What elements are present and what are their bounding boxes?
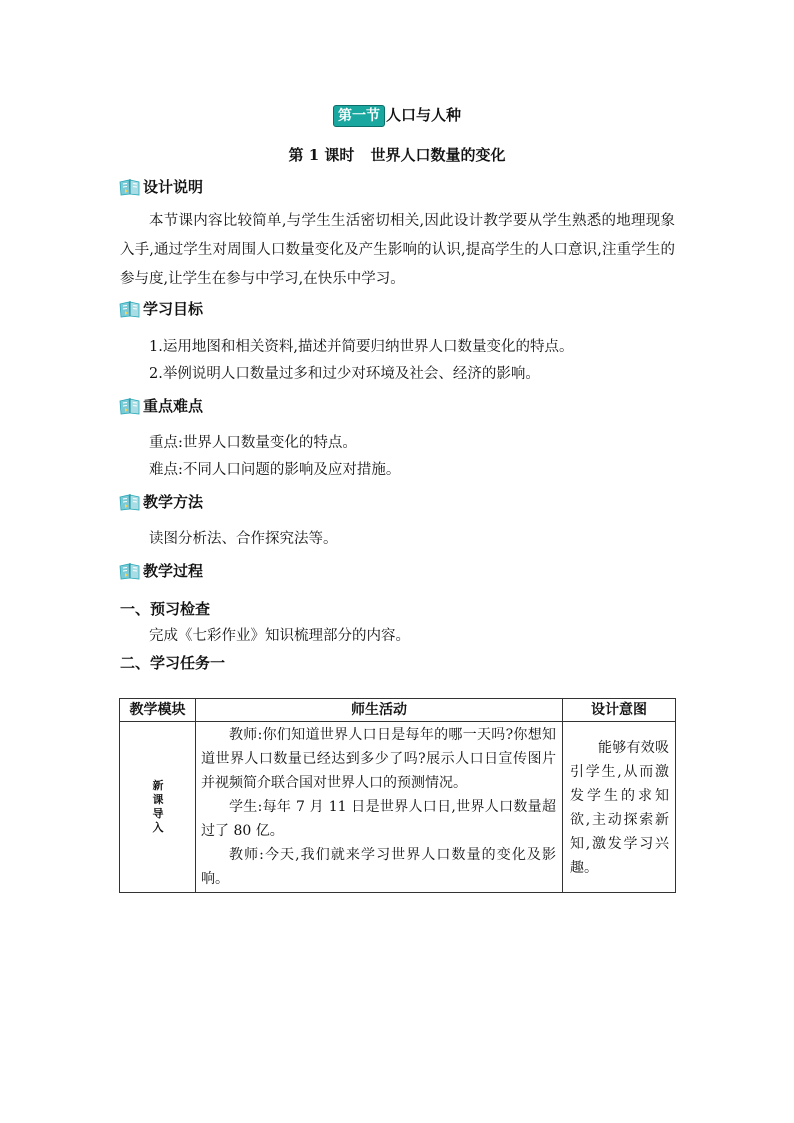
activity-paragraph: 学生:每年 7 月 11 日是世界人口日,世界人口数量超过了 80 亿。 [201, 799, 556, 839]
intent-text: 能够有效吸引学生,从而激发学生的求知欲,主动探索新知,激发学习兴趣。 [570, 740, 669, 876]
section-key-points [119, 395, 203, 417]
book-icon [119, 300, 141, 318]
chapter-title: 人口与人种 [385, 106, 461, 124]
section-objectives [119, 298, 203, 320]
step1-text: 完成《七彩作业》知识梳理部分的内容。 [149, 628, 410, 644]
section-design-notes [119, 176, 203, 198]
lesson-table [119, 698, 676, 893]
section-badge: 第一节 [333, 105, 385, 127]
design-notes-text: 本节课内容比较简单,与学生生活密切相关,因此设计教学要从学生熟悉的地理现象入手,通过学生对周围人口数量变化及产生影响的认识,提高学生的人口意识,注重学生的参与度,让学生在参与中学习,在快乐中学习。 [120, 213, 675, 287]
lesson-title: 世界人口数量的变化 [370, 146, 506, 164]
module-cell [120, 722, 196, 893]
book-icon [119, 397, 141, 415]
step1-heading: 一、预习检查 [120, 600, 211, 618]
lesson-label: 第 1 课时 [288, 146, 355, 164]
objective-item: 2.举例说明人口数量过多和过少对环境及社会、经济的影响。 [149, 366, 540, 382]
module-label: 新课导入 [152, 779, 164, 834]
section-process [119, 560, 203, 582]
key-point-item: 重点:世界人口数量变化的特点。 [149, 435, 357, 451]
chapter-heading [0, 104, 794, 127]
section-title: 设计说明 [143, 178, 204, 196]
section-title: 教学过程 [143, 562, 204, 580]
activity-paragraph: 教师:今天,我们就来学习世界人口数量的变化及影响。 [201, 847, 556, 887]
table-row [120, 722, 676, 893]
step2-heading: 二、学习任务一 [120, 654, 226, 672]
column-header-intent: 设计意图 [563, 699, 676, 722]
book-icon [119, 562, 141, 580]
section-title: 教学方法 [143, 493, 204, 511]
intent-cell [563, 722, 676, 893]
objective-item: 1.运用地图和相关资料,描述并简要归纳世界人口数量变化的特点。 [149, 339, 574, 355]
book-icon [119, 178, 141, 196]
book-icon [119, 493, 141, 511]
section-title: 学习目标 [143, 300, 204, 318]
column-header-module: 教学模块 [120, 699, 196, 722]
key-point-item: 难点:不同人口问题的影响及应对措施。 [149, 462, 401, 478]
section-methods [119, 491, 203, 513]
activity-paragraph: 教师:你们知道世界人口日是每年的哪一天吗?你想知道世界人口数量已经达到多少了吗?展示人口日宣传图片并视频简介联合国对世界人口的预测情况。 [201, 727, 556, 791]
methods-text: 读图分析法、合作探究法等。 [149, 531, 338, 547]
lesson-heading [0, 144, 794, 166]
activity-cell [196, 722, 563, 893]
table-header-row [120, 699, 676, 722]
section-title: 重点难点 [143, 397, 204, 415]
column-header-activity: 师生活动 [196, 699, 563, 722]
